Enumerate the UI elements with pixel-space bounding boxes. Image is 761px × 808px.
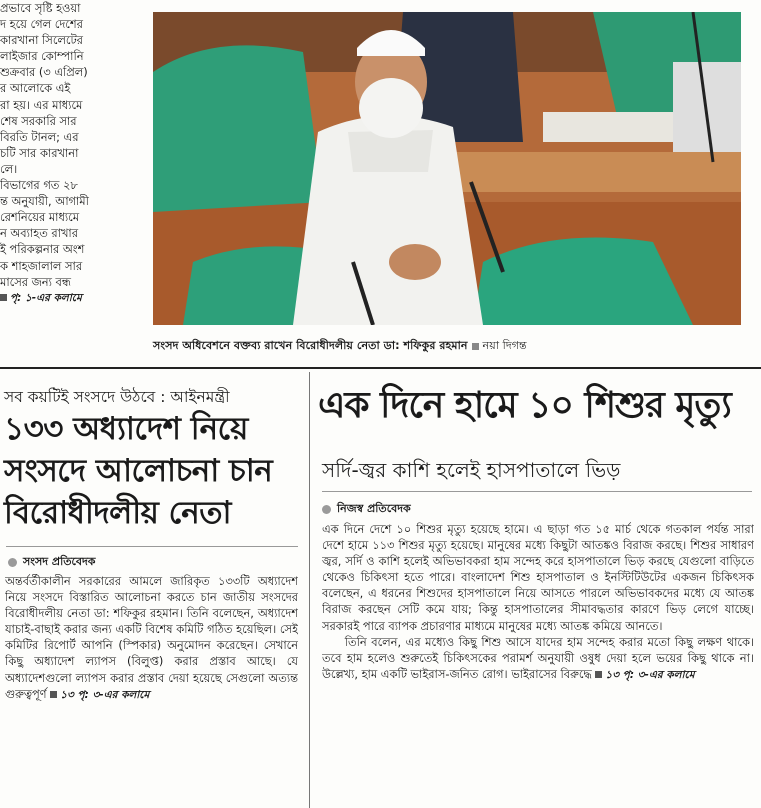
column-line: রা হয়। এর মাধ্যমে — [0, 97, 83, 112]
right-story-reporter: নিজস্ব প্রতিবেদক — [322, 500, 411, 519]
column-line: দ হয়ে গেল দেশের — [0, 17, 83, 32]
column-line: মাসের জন্য বন্ধ — [0, 274, 71, 289]
column-line: ই পরিকল্পনার অংশ — [0, 242, 85, 257]
right-story-paragraph: তিনি বলেন, এর মধ্যেও কিছু শিশু আসে যাদের হাম সন্দেহ করার মতো কিছু লক্ষণ থাকে। তবে হাম হলেও শুরুতেই চিকিৎসকের পরামর্শ অনুযায়ী ওষুধ দেয়া হলে ভয়ের কিছু থাকে না। উল্লেখ্য, হাম একটি ভাইরাস-জনিত রোগ। ভাইরাসের বিরুদ্ধে ১৩ পৃ: ৩-এর কলামে — [322, 634, 754, 681]
headline-line: বিরোধীদলীয় নেতা — [4, 495, 232, 531]
headline-line: ১৩৩ অধ্যাদেশ নিয়ে — [4, 411, 248, 447]
caption-separator-square — [472, 343, 479, 350]
right-story-body — [322, 521, 754, 808]
photo-caption — [153, 337, 753, 356]
headline-line: সংসদে আলোচনা চান — [4, 453, 273, 489]
column-line: বিভাগের গত ২৮ — [0, 178, 78, 193]
column-line: র আলোকে এই — [0, 81, 71, 96]
column-line: প্রভাবে সৃষ্টি হওয়া — [0, 1, 81, 15]
right-story-continuation[interactable]: ১৩ পৃ: ৩-এর কলামে — [595, 669, 694, 681]
column-line: রেশনিয়ের মাধ্যমে — [0, 210, 80, 225]
left-story-reporter: সংসদ প্রতিবেদক — [8, 553, 96, 572]
column-line: বিরতি টানল; এর — [0, 129, 79, 144]
right-reporter-rule — [322, 491, 752, 492]
column-line: চটি সার কারখানা — [0, 145, 79, 160]
column-line: লে। — [0, 161, 18, 176]
parliament-photo-illustration — [153, 12, 741, 325]
jump-square-icon — [50, 691, 57, 698]
news-photo — [153, 12, 741, 325]
column-divider — [309, 372, 310, 808]
left-story-kicker: সব কয়টিই সংসদে উঠবে : আইনমন্ত্রী — [4, 388, 230, 406]
left-top-column — [0, 0, 118, 360]
column-line: কারখানা সিলেটের — [0, 33, 83, 48]
right-story-headline[interactable]: এক দিনে হামে ১০ শিশুর মৃত্যু — [318, 385, 731, 426]
column-line: ন্ত অনুযায়ী, আগামী — [0, 194, 89, 209]
left-story-body — [5, 573, 298, 808]
caption-text: সংসদ অধিবেশনে বক্তব্য রাখেন বিরোধীদলীয় নেতা ডা: শফিকুর রহমান — [153, 339, 468, 352]
jump-square-icon — [595, 671, 602, 678]
left-top-column-text — [0, 0, 118, 290]
photo-source: নয়া দিগন্ত — [482, 339, 527, 352]
left-story-headline[interactable] — [4, 408, 300, 534]
horizontal-rule — [0, 367, 761, 369]
column-line: লাইজার কোম্পানি — [0, 49, 84, 64]
column-line: শেষ সরকারি সার — [0, 113, 77, 128]
column-line: ক শাহজালাল সার — [0, 258, 83, 273]
column-line: ন অব্যাহত রাখার — [0, 226, 78, 241]
bullet-dot-icon — [322, 505, 331, 514]
bullet-dot-icon — [8, 558, 17, 567]
right-story-paragraph: এক দিনে দেশে ১০ শিশুর মৃত্যু হয়েছে হামে। এ ছাড়া গত ১৫ মার্চ থেকে গতকাল পর্যন্ত সারা দেশে হামে ১১৩ শিশুর মৃত্যু হয়েছে। মানুষের মধ্যে কিছুটা আতঙ্কও বিরাজ করছে। শিশুর সাধারণ জ্বর, সর্দি ও কাশি হলেই অভিভাবকরা হাম সন্দেহ করে হাসপাতালে ভিড় করছে যেগুলো বাড়িতে থেকেও চিকিৎসা হতে পারে। বাংলাদেশ শিশু হাসপাতাল ও ইনস্টিটিউটের একজন চিকিৎসক বলেছেন, এ ধরনের শিশুদের হাসপাতালে নিয়ে আসতে পারলে অভিভাবকদের মধ্যে যে আতঙ্ক বিরাজ করছেন সেটি কমে যায়; কিন্তু হাসপাতালের সীমাবদ্ধতার কারণে ভিড় লেগে যাচ্ছে। সরকারই পারে ব্যাপক প্রচারণার মাধ্যমে মানুষের মধ্যে আতঙ্ক কমিয়ে আনতে। — [322, 522, 754, 633]
column-line: শুক্রবার (৩ এপ্রিল) — [0, 65, 88, 80]
left-story-continuation[interactable]: ১৩ পৃ: ৩-এর কলামে — [50, 689, 149, 701]
right-story-subhead: সর্দি-জ্বর কাশি হলেই হাসপাতালে ভিড় — [322, 458, 621, 482]
left-story-text: অন্তর্বর্তীকালীন সরকারের আমলে জারিকৃত ১৩৩টি অধ্যাদেশ নিয়ে সংসদে বিস্তারিত আলোচনা করতে চান জাতীয় সংসদের বিরোধীদলীয় নেতা ডা: শফিকুর রহমান। তিনি বলেছেন, অধ্যাদেশ যাচাই-বাছাই করার জন্য একটি বিশেষ কমিটি গঠিত হয়েছিল। সেই কমিটির রিপোর্ট আপনি (স্পিকার) অনুমোদন করেছেন। সেখানে কিছু অধ্যাদেশ ল্যাপস (বিলুপ্ত) করার প্রস্তাব আছে। যে অধ্যাদেশগুলো ল্যাপস করার প্রস্তাব দেয়া হয়েছে সেগুলো অত্যন্ত গুরুত্বপূর্ণ — [5, 574, 298, 701]
left-top-continuation[interactable]: পৃ: ১-এর কলামে — [0, 290, 118, 306]
left-reporter-rule — [6, 546, 298, 547]
